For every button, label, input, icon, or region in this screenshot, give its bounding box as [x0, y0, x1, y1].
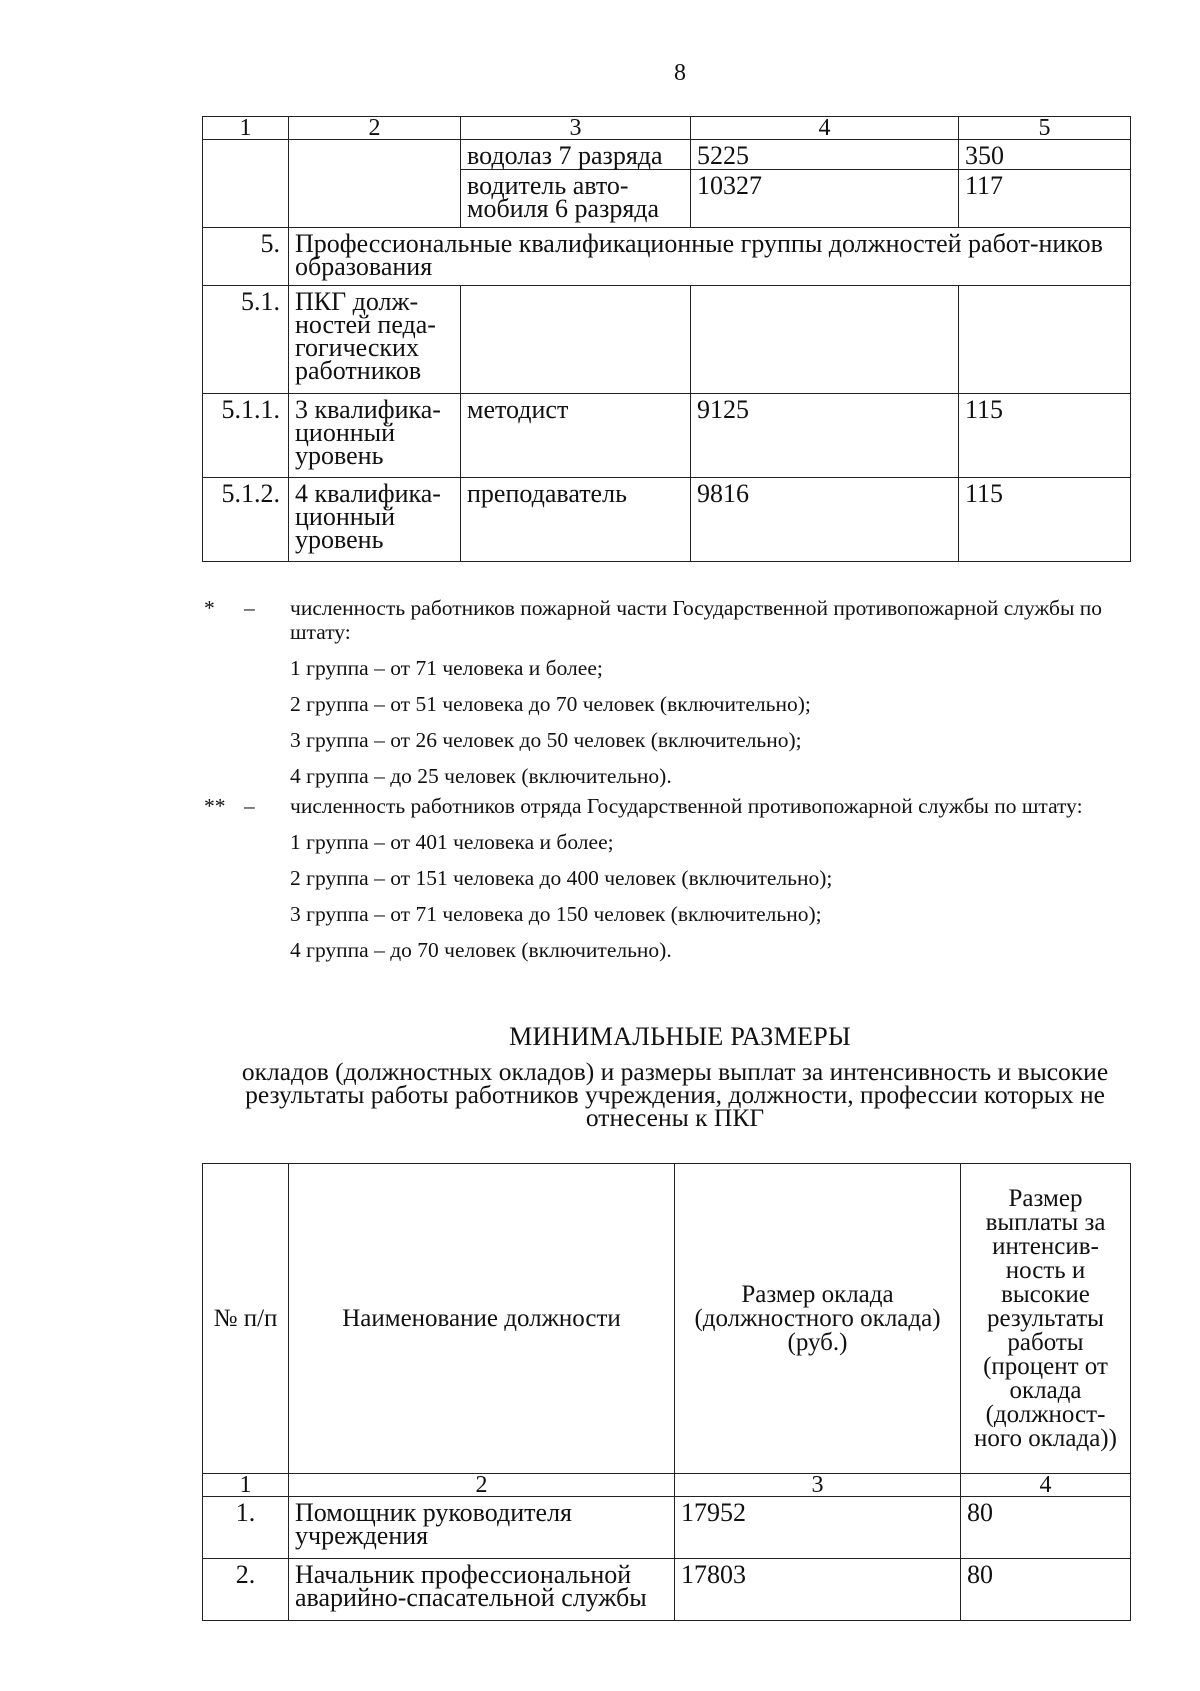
footnote-dash: –: [244, 596, 255, 620]
position-cell: преподаватель: [461, 478, 691, 562]
column-number-row: [203, 117, 1131, 140]
table-row: [203, 140, 1131, 170]
salary-cell: 9816: [691, 478, 959, 562]
section-title: Профессиональные квалификационные группы должностей работ-ников образования: [289, 228, 1131, 286]
salary-cell: 17952: [675, 1497, 961, 1559]
row-number-cell: [203, 140, 289, 228]
footnote-text: численность работников пожарной части Государственной противопожарной службы по штату:: [290, 596, 1103, 644]
column-number: 4: [961, 1474, 1131, 1497]
row-number-cell: 5.1.1.: [203, 394, 289, 478]
bonus-cell: 80: [961, 1497, 1131, 1559]
column-number: 2: [289, 117, 461, 140]
position-cell: водитель авто-мобиля 6 разряда: [461, 170, 691, 228]
footnote-item: 2 группа – от 151 человека до 400 человек (включительно);: [290, 866, 833, 890]
table-row: [203, 478, 1131, 562]
salary-cell: 9125: [691, 394, 959, 478]
position-cell: [461, 286, 691, 394]
header-cell-bonus: Размер выплаты за интенсив-ность и высокие результаты работы (процент от оклада (должност-ного оклада)): [961, 1164, 1131, 1474]
section-subheading: окладов (должностных окладов) и размеры выплат за интенсивность и высокие результаты работы работников учреждения, должности, профессии которых не отнесены к ПКГ: [241, 1057, 1109, 1132]
column-number: 2: [289, 1474, 675, 1497]
footnote-item: 3 группа – от 26 человек до 50 человек (включительно);: [290, 728, 802, 752]
column-number: 5: [959, 117, 1131, 140]
footnote-item: 4 группа – до 25 человек (включительно).: [290, 764, 672, 788]
bonus-cell: 115: [959, 478, 1131, 562]
header-cell-position: Наименование должности: [289, 1164, 675, 1474]
header-row: [203, 1164, 1131, 1474]
qualification-table: [202, 116, 1131, 562]
group-cell: ПКГ долж-ностей педа-гогических работников: [289, 286, 461, 394]
footnote-item: 1 группа – от 71 человека и более;: [290, 656, 603, 680]
footnote-mark: **: [204, 794, 226, 818]
salary-cell: 17803: [675, 1559, 961, 1621]
footnote-text: численность работников отряда Государственной противопожарной службы по штату:: [290, 794, 1083, 818]
bonus-cell: 117: [959, 170, 1131, 228]
section-number: 5.: [203, 228, 289, 286]
table-row: [203, 1497, 1131, 1559]
column-number: 3: [461, 117, 691, 140]
column-number: 4: [691, 117, 959, 140]
row-number-cell: 1.: [203, 1497, 289, 1559]
salary-cell: 5225: [691, 140, 959, 170]
salary-table: [202, 1163, 1131, 1621]
footnote-mark: *: [204, 596, 215, 620]
row-number-cell: 5.1.2.: [203, 478, 289, 562]
row-number-cell: 2.: [203, 1559, 289, 1621]
footnote: [200, 596, 1140, 788]
header-cell-number: № п/п: [203, 1164, 289, 1474]
bonus-cell: 350: [959, 140, 1131, 170]
bonus-cell: 80: [961, 1559, 1131, 1621]
position-cell: Помощник руководителя учреждения: [289, 1497, 675, 1559]
section-row: [203, 228, 1131, 286]
table-row: [203, 286, 1131, 394]
footnote-item: 2 группа – от 51 человека до 70 человек (включительно);: [290, 692, 811, 716]
column-number: 1: [203, 117, 289, 140]
group-cell: [289, 140, 461, 228]
footnote-item: 3 группа – от 71 человека до 150 человек (включительно);: [290, 902, 822, 926]
position-cell: Начальник профессиональной аварийно-спасательной службы: [289, 1559, 675, 1621]
footnote-item: 1 группа – от 401 человека и более;: [290, 830, 614, 854]
column-number-row: [203, 1474, 1131, 1497]
position-cell: водолаз 7 разряда: [461, 140, 691, 170]
bonus-cell: [959, 286, 1131, 394]
footnotes: [200, 596, 1140, 968]
salary-cell: 10327: [691, 170, 959, 228]
footnote-item: 4 группа – до 70 человек (включительно).: [290, 938, 672, 962]
bonus-cell: 115: [959, 394, 1131, 478]
header-cell-salary: Размер оклада (должностного оклада) (руб.): [675, 1164, 961, 1474]
section-heading: МИНИМАЛЬНЫЕ РАЗМЕРЫ: [509, 1022, 851, 1051]
footnote-dash: –: [244, 794, 255, 818]
column-number: 1: [203, 1474, 289, 1497]
group-cell: 4 квалифика-ционный уровень: [289, 478, 461, 562]
column-number: 3: [675, 1474, 961, 1497]
position-cell: методист: [461, 394, 691, 478]
table-row: [203, 1559, 1131, 1621]
group-cell: 3 квалифика-ционный уровень: [289, 394, 461, 478]
row-number-cell: 5.1.: [203, 286, 289, 394]
salary-cell: [691, 286, 959, 394]
footnote: [200, 794, 1140, 962]
page-number: 8: [674, 60, 686, 86]
table-row: [203, 394, 1131, 478]
